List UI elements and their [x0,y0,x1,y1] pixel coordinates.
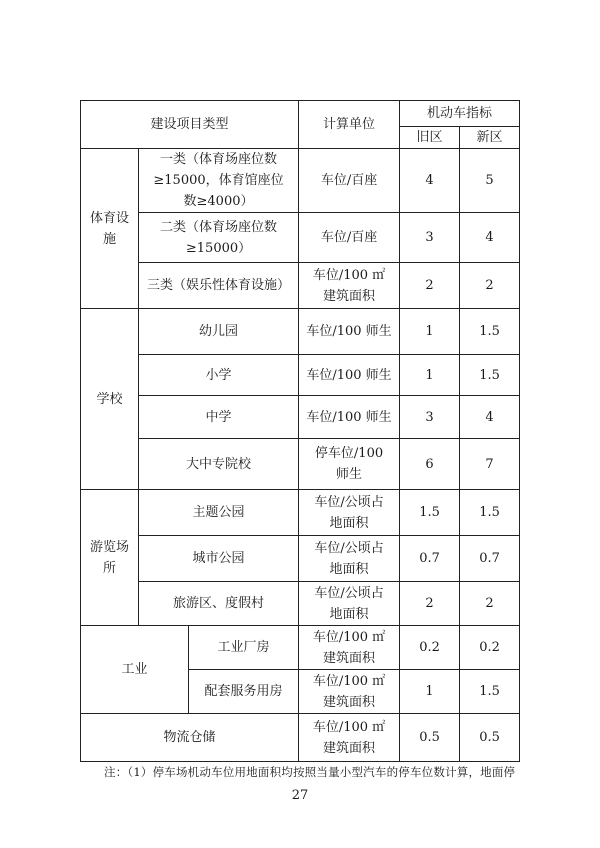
new-value: 0.5 [460,714,520,762]
old-value: 0.2 [400,626,460,670]
header-calc-unit: 计算单位 [299,101,400,149]
new-value: 4 [460,213,520,263]
new-value: 1.5 [460,670,520,714]
header-project-type: 建设项目类型 [81,101,299,149]
item-name: 小学 [139,355,299,396]
new-value: 7 [460,439,520,490]
item-name: 三类（娱乐性体育设施） [139,263,299,309]
footnote: 注：（1）停车场机动车位用地面积均按照当量小型汽车的停车位数计算，地面停 [104,765,516,779]
unit-cell: 车位/公顷占地面积 [299,490,400,536]
category-logistics: 物流仓储 [81,714,299,762]
table-row [81,536,520,582]
item-name: 二类（体育场座位数≥15000） [139,213,299,263]
unit-cell: 车位/公顷占地面积 [299,582,400,626]
unit-cell: 车位/百座 [299,213,400,263]
new-value: 4 [460,396,520,439]
unit-cell: 车位/公顷占地面积 [299,536,400,582]
old-value: 0.7 [400,536,460,582]
unit-cell: 车位/百座 [299,149,400,213]
table-row [81,213,520,263]
new-value: 5 [460,149,520,213]
old-value: 3 [400,213,460,263]
unit-cell: 车位/100 ㎡建筑面积 [299,670,400,714]
new-value: 1.5 [460,309,520,355]
table-row [81,355,520,396]
table-row [81,490,520,536]
old-value: 0.5 [400,714,460,762]
table-row [81,439,520,490]
new-value: 2 [460,263,520,309]
item-name: 工业厂房 [189,626,299,670]
old-value: 1 [400,355,460,396]
table-row [81,396,520,439]
item-name: 大中专院校 [139,439,299,490]
unit-cell: 车位/100 ㎡建筑面积 [299,626,400,670]
table-row [81,714,520,762]
item-name: 一类（体育场座位数≥15000，体育馆座位数≥4000） [139,149,299,213]
new-value: 1.5 [460,490,520,536]
table-row [81,263,520,309]
table-row [81,149,520,213]
old-value: 2 [400,263,460,309]
old-value: 3 [400,396,460,439]
table-row [81,582,520,626]
unit-cell: 车位/100 师生 [299,396,400,439]
table-row [81,626,520,670]
new-value: 0.2 [460,626,520,670]
category-tourism: 游览场所 [81,490,139,626]
unit-cell: 停车位/100 师生 [299,439,400,490]
old-value: 2 [400,582,460,626]
unit-cell: 车位/100 ㎡建筑面积 [299,263,400,309]
old-value: 6 [400,439,460,490]
category-industry: 工业 [81,626,189,714]
page-number: 27 [291,788,309,803]
parking-standard-table [80,100,520,762]
item-name: 城市公园 [139,536,299,582]
item-name: 中学 [139,396,299,439]
table-row [81,309,520,355]
item-name: 主题公园 [139,490,299,536]
new-value: 0.7 [460,536,520,582]
unit-cell: 车位/100 ㎡建筑面积 [299,714,400,762]
new-value: 1.5 [460,355,520,396]
old-value: 4 [400,149,460,213]
category-sports: 体育设施 [81,149,139,309]
item-name: 配套服务用房 [189,670,299,714]
new-value: 2 [460,582,520,626]
item-name: 幼儿园 [139,309,299,355]
old-value: 1.5 [400,490,460,536]
header-indicator: 机动车指标 [400,101,520,127]
old-value: 1 [400,309,460,355]
category-school: 学校 [81,309,139,490]
unit-cell: 车位/100 师生 [299,309,400,355]
header-new-district: 新区 [460,127,520,149]
old-value: 1 [400,670,460,714]
header-old-district: 旧区 [400,127,460,149]
item-name: 旅游区、度假村 [139,582,299,626]
unit-cell: 车位/100 师生 [299,355,400,396]
